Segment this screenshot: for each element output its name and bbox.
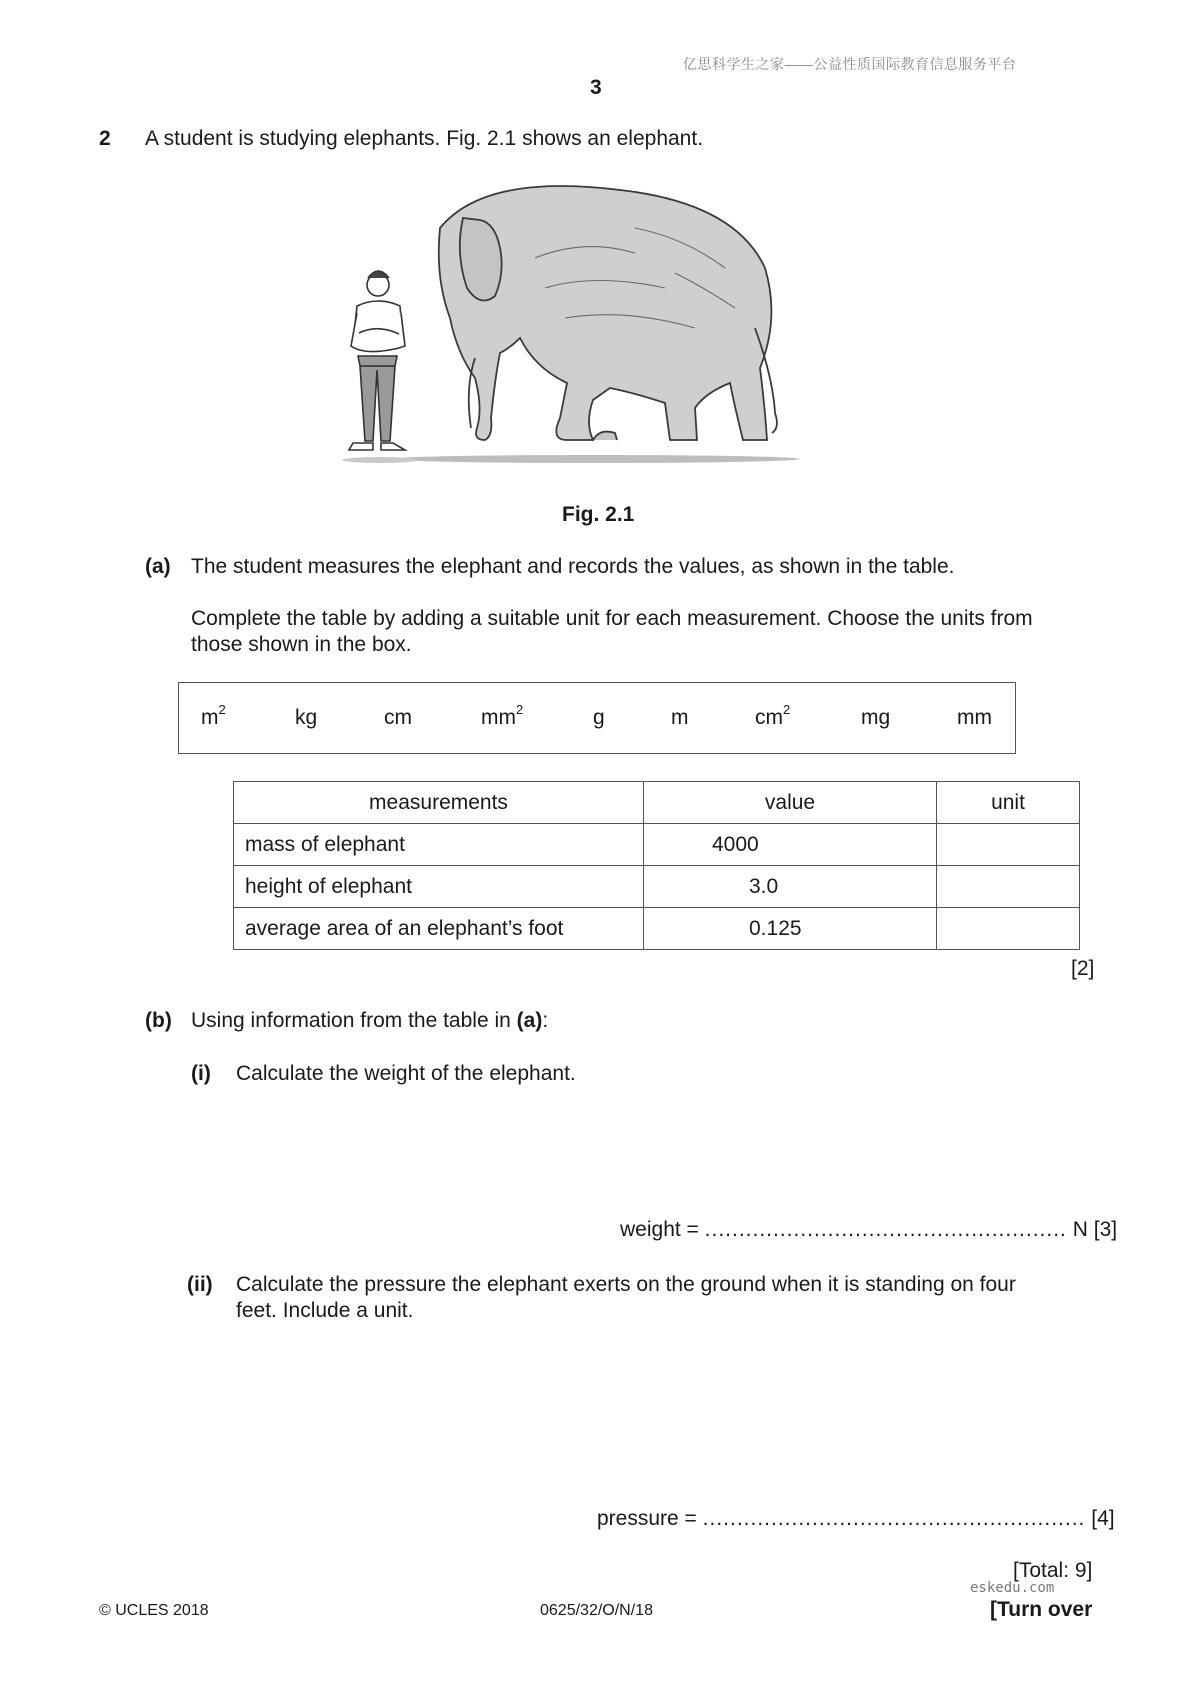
footer-copyright: © UCLES 2018: [99, 1602, 209, 1619]
measurement-cell: mass of elephant: [234, 824, 644, 866]
unit-option: kg: [295, 706, 318, 729]
sub-i-text: Calculate the weight of the elephant.: [236, 1062, 576, 1085]
sub-ii-label: (ii): [187, 1273, 213, 1296]
unit-answer-cell[interactable]: [937, 866, 1080, 908]
value-cell: 3.0: [644, 866, 937, 908]
unit-option: $m^2$: [201, 702, 226, 729]
pressure-answer-line[interactable]: pressure = ........................................................ [4]: [597, 1507, 1115, 1530]
measurements-table: [233, 781, 1080, 950]
unit-answer-cell[interactable]: [937, 824, 1080, 866]
measurement-cell: height of elephant: [234, 866, 644, 908]
sub-ii-text-line2: feet. Include a unit.: [236, 1299, 414, 1322]
value-cell: 4000: [644, 824, 937, 866]
ground-shadow: [342, 455, 800, 463]
unit-option: mm: [957, 706, 992, 729]
unit-option: cm: [384, 706, 412, 729]
question-number: 2: [99, 127, 111, 150]
sub-i-label: (i): [191, 1062, 211, 1085]
unit-option: mg: [861, 706, 891, 729]
unit-choice-box: [178, 682, 1016, 754]
part-a-instruction-line2: those shown in the box.: [191, 633, 412, 656]
unit-option: m: [671, 706, 689, 729]
sub-ii-text-line1: Calculate the pressure the elephant exerts on the ground when it is standing on four: [236, 1273, 1016, 1296]
table-row: [234, 908, 1080, 950]
table-row: [234, 866, 1080, 908]
part-b-text: Using information from the table in (a):: [191, 1009, 549, 1032]
unit-option: g: [593, 706, 605, 729]
table-header: measurements: [234, 782, 644, 824]
page-number: 3: [590, 76, 602, 99]
elephant-figure: [335, 178, 865, 468]
figure-caption: Fig. 2.1: [562, 503, 635, 526]
weight-answer-line[interactable]: weight = ..................................................... N [3]: [620, 1218, 1118, 1241]
elephant-illustration: [439, 186, 777, 440]
header-watermark: 亿思科学生之家——公益性质国际教育信息服务平台: [683, 56, 1017, 72]
part-a-text: The student measures the elephant and records the values, as shown in the table.: [191, 555, 955, 578]
table-row: [234, 824, 1080, 866]
unit-option: $mm^2$: [481, 702, 524, 729]
measurement-cell: average area of an elephant’s foot: [234, 908, 644, 950]
part-a-label: (a): [145, 555, 171, 578]
turn-over: [Turn over: [990, 1598, 1093, 1621]
part-a-instruction-line1: Complete the table by adding a suitable unit for each measurement. Choose the units from: [191, 607, 1033, 630]
value-cell: 0.125: [644, 908, 937, 950]
part-a-marks: [2]: [1071, 957, 1095, 980]
table-header-row: [234, 782, 1080, 824]
footer-code: 0625/32/O/N/18: [540, 1602, 653, 1619]
man-illustration: [349, 271, 405, 450]
table-header: unit: [937, 782, 1080, 824]
footer-watermark: eskedu.com: [970, 1580, 1055, 1596]
unit-answer-cell[interactable]: [937, 908, 1080, 950]
unit-option: $cm^2$: [755, 702, 791, 729]
question-intro: A student is studying elephants. Fig. 2.1 shows an elephant.: [145, 127, 704, 150]
total-marks: [Total: 9]: [1013, 1559, 1093, 1582]
part-b-label: (b): [145, 1009, 172, 1032]
table-header: value: [644, 782, 937, 824]
